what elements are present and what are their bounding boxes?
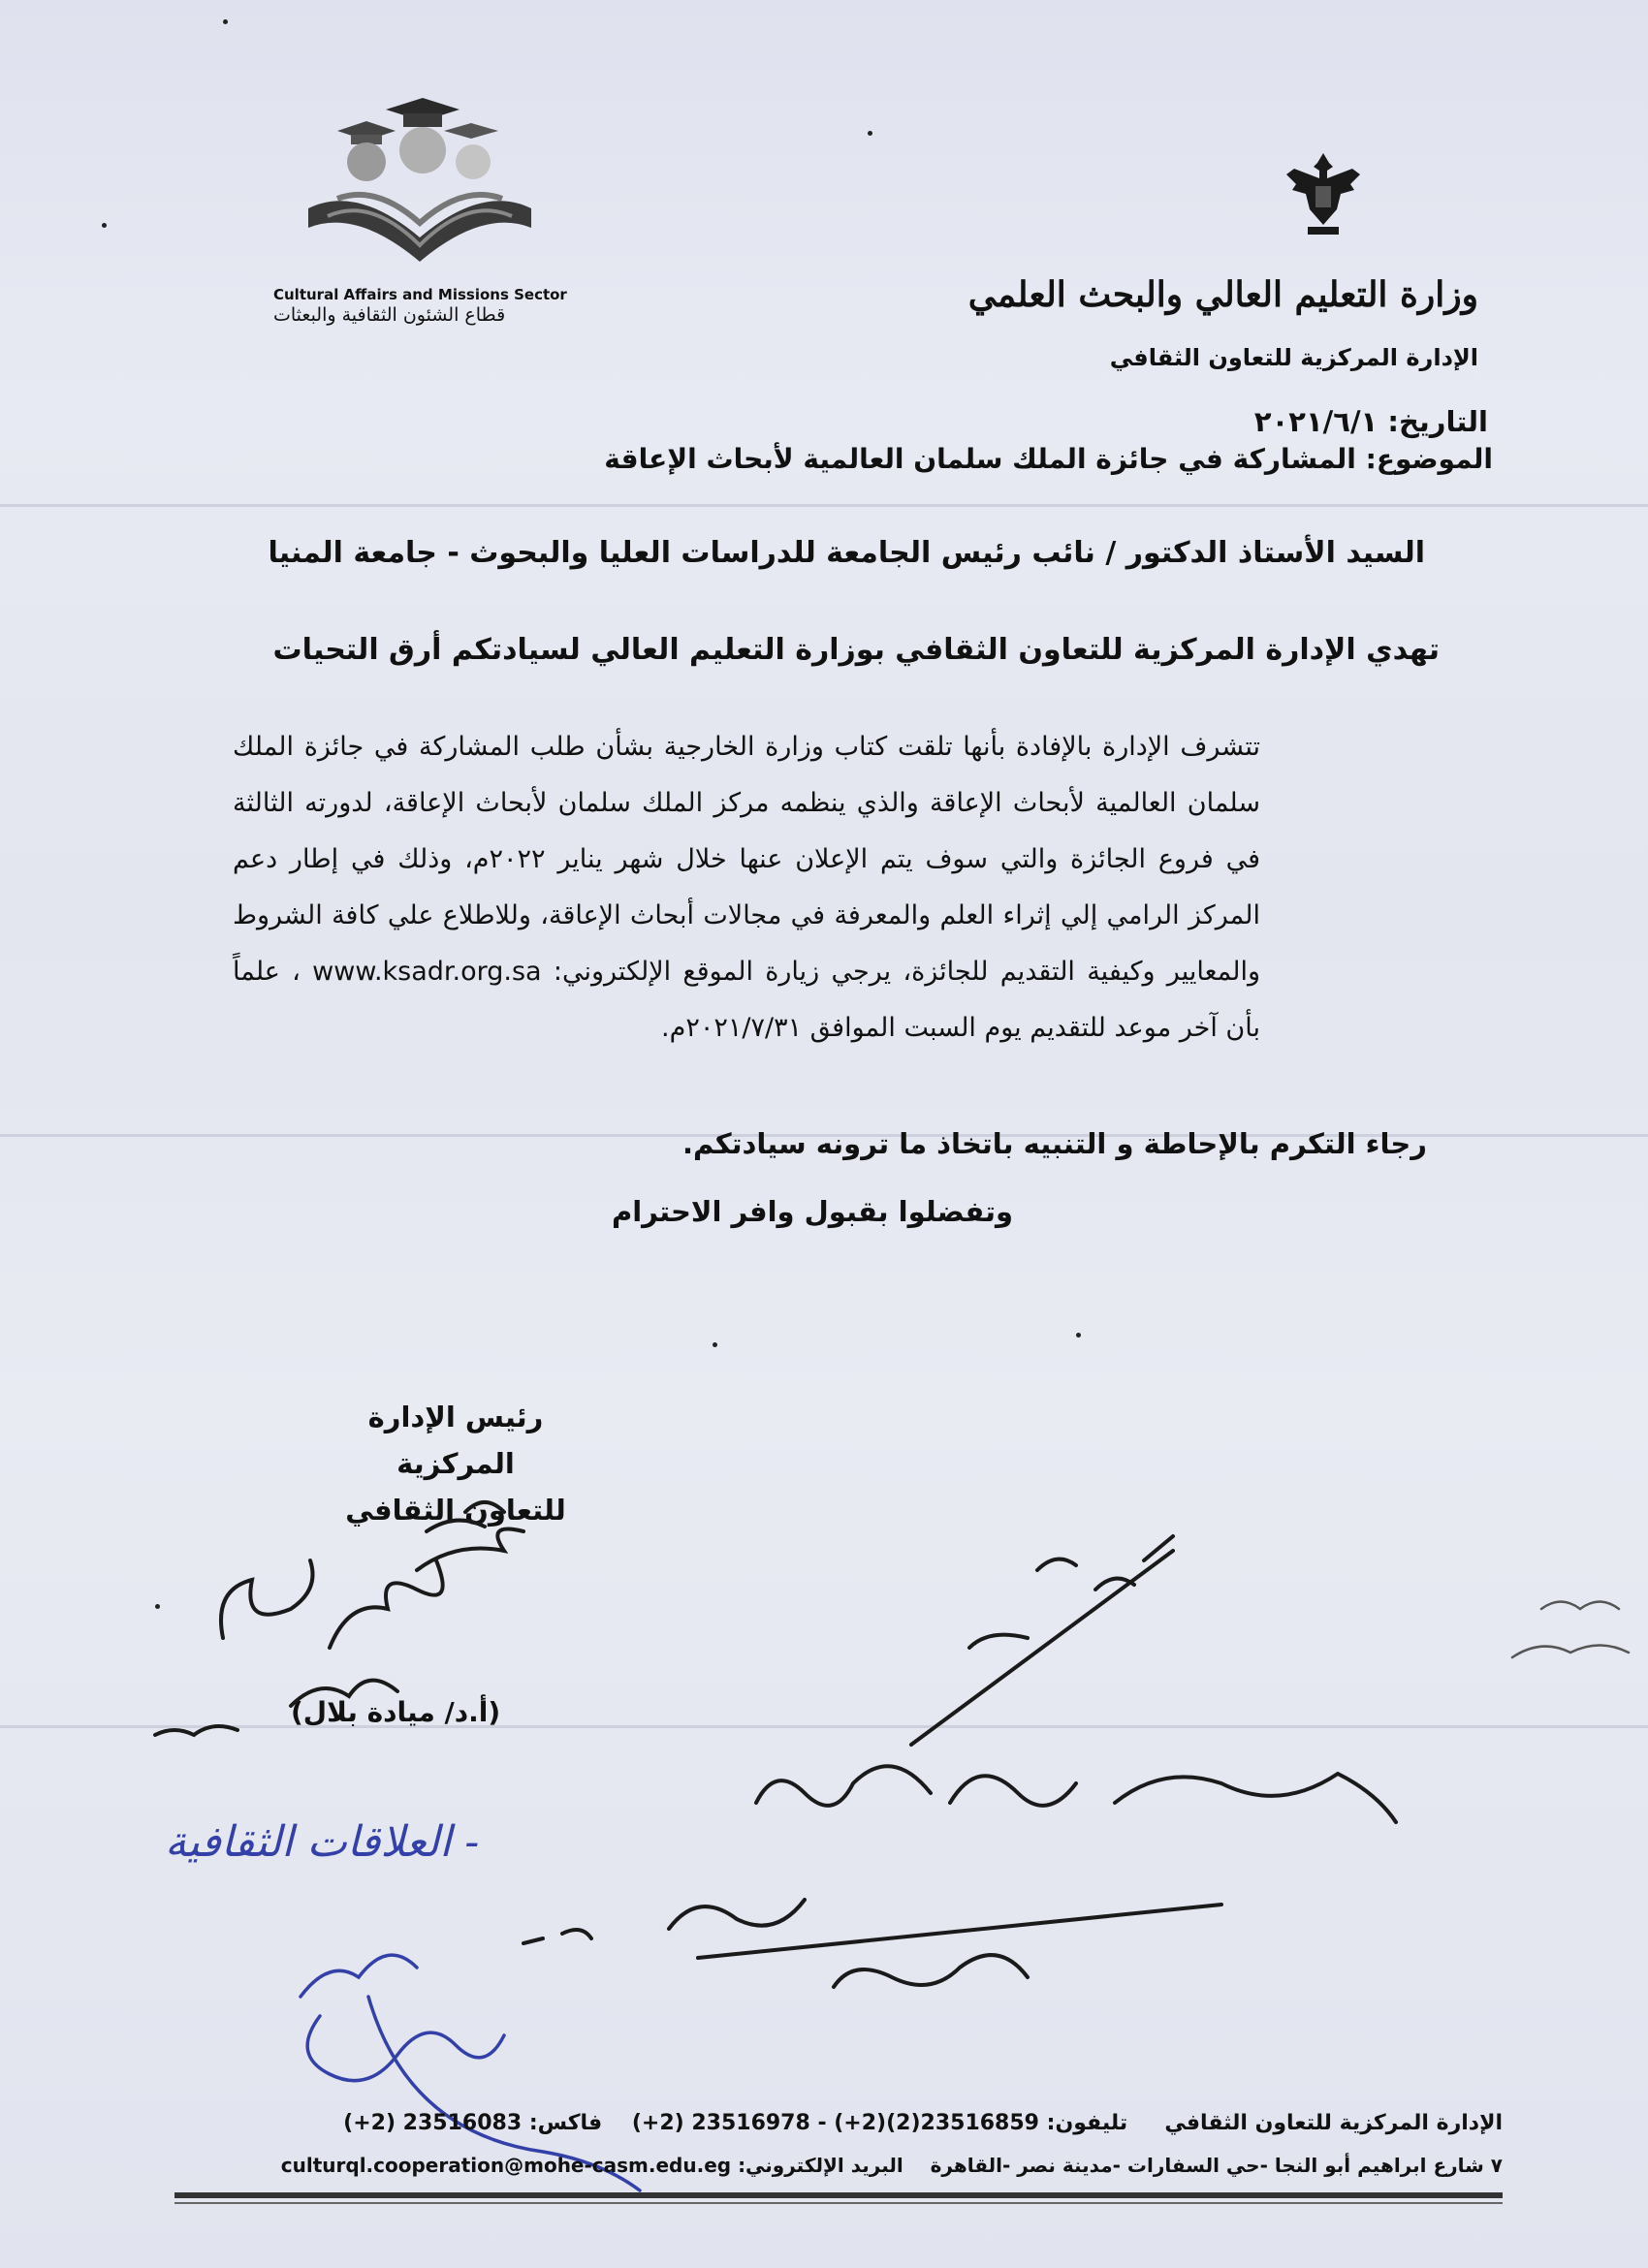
- letter-date: التاريخ: ٢٠٢١/٦/١: [1253, 405, 1488, 438]
- signatory-title-line2: للتعاون الثقافي: [345, 1494, 566, 1527]
- footer-divider: [174, 2192, 1503, 2198]
- handwritten-blue-note: - العلاقات الثقافية: [165, 1817, 480, 1867]
- sector-name-ar: قطاع الشئون الثقافية والبعثات: [273, 304, 506, 326]
- footer-department: الإدارة المركزية للتعاون الثقافي: [1164, 2111, 1503, 2135]
- footer-contact-line: [145, 2111, 1503, 2135]
- department-name: الإدارة المركزية للتعاون الثقافي: [1109, 344, 1478, 371]
- closing-regards: وتفضلوا بقبول وافر الاحترام: [611, 1195, 1013, 1228]
- body-text: تتشرف الإدارة بالإفادة بأنها تلقت كتاب وزارة الخارجية بشأن طلب المشاركة في جائزة الملك سلمان العالمية لأبحاث الإعاقة والذي ينظمه مركز الملك سلمان لأبحاث الإعاقة، لدورته الثالثة في فروع الجائزة والتي سوف يتم الإعلان عنها خلال شهر يناير ٢٠٢٢م، وذلك في إطار دعم المركز الرامي إلي إثراء العلم والمعرفة في مجالات أبحاث الإعاقة، وللاطلاع علي كافة الشروط والمعايير وكيفية التقديم للجائزة، يرجي زيارة الموقع الإلكتروني:: [233, 732, 1260, 987]
- handwritten-note-lower: [523, 1900, 1221, 1987]
- footer-fax: (+2) 23516083: [343, 2111, 523, 2135]
- greeting: تهدي الإدارة المركزية للتعاون الثقافي بوزارة التعليم العالي لسيادتكم أرق التحيات: [272, 633, 1440, 667]
- sector-name-en: Cultural Affairs and Missions Sector: [273, 286, 567, 303]
- footer-fax-label: فاكس:: [528, 2111, 603, 2135]
- addressee: السيد الأستاذ الدكتور / نائب رئيس الجامعة للدراسات العليا والبحوث - جامعة المنيا: [268, 536, 1425, 570]
- signatory-name: (أ.د/ ميادة بلال): [291, 1696, 501, 1728]
- footer-phones: (+2) 23516978 - (+2)(2)23516859: [631, 2111, 1039, 2135]
- body-text-end: ، علماً بأن آخر موعد للتقديم يوم السبت الموافق ٢٠٢١/٧/٣١م.: [233, 957, 1260, 1043]
- letter-subject: الموضوع: المشاركة في جائزة الملك سلمان العالمية لأبحاث الإعاقة: [604, 443, 1493, 475]
- handwritten-signature: [155, 1502, 523, 1735]
- footer-email: culturql.cooperation@mohe-casm.edu.eg: [280, 2154, 732, 2177]
- ministry-name: وزارة التعليم العالي والبحث العلمي: [967, 274, 1478, 315]
- footer-address: ٧ شارع ابراهيم أبو النجا -حي السفارات -مدينة نصر -القاهرة: [930, 2154, 1503, 2177]
- handwritten-margin-note: [1512, 1602, 1629, 1658]
- footer-phone-label: تليفون:: [1046, 2111, 1128, 2135]
- closing-request: رجاء التكرم بالإحاطة و التنبيه باتخاذ ما ترونه سيادتكم.: [681, 1127, 1427, 1160]
- website-link: www.ksadr.org.sa: [312, 957, 542, 987]
- footer-divider: [174, 2202, 1503, 2204]
- handwritten-note-black: [756, 1766, 1396, 1822]
- handwritten-date-diagonal: [911, 1536, 1173, 1745]
- footer-address-line: [145, 2154, 1503, 2177]
- footer-email-label: البريد الإلكتروني:: [738, 2154, 903, 2177]
- signatory-title-line1: رئيس الإدارة المركزية: [367, 1401, 544, 1480]
